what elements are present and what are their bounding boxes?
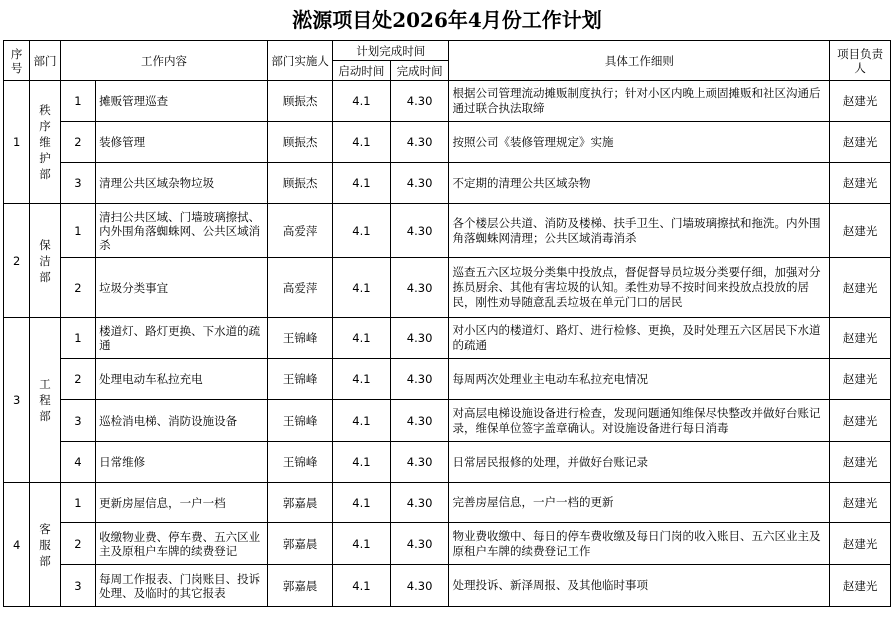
finish-time: 4.30 [390, 400, 449, 442]
work-detail: 处理投诉、新泽周报、及其他临时事项 [449, 565, 830, 607]
row-number: 1 [60, 483, 95, 523]
start-time: 4.1 [333, 122, 391, 163]
group-seq: 4 [4, 483, 30, 607]
header-seq: 序 号 [4, 41, 30, 81]
work-detail: 不定期的清理公共区域杂物 [449, 163, 830, 204]
row-number: 3 [60, 565, 95, 607]
project-manager: 赵建光 [830, 400, 891, 442]
work-detail: 每周两次处理业主电动车私拉充电情况 [449, 359, 830, 400]
table-row [4, 81, 891, 122]
table-row [4, 163, 891, 204]
finish-time: 4.30 [390, 318, 449, 359]
work-detail: 巡查五六区垃圾分类集中投放点，督促督导员垃圾分类要仔细，加强对分拣员厨余、其他有害垃圾的认知。柔性劝导不按时间来投放点投放的居民，刚性劝导随意乱丢垃圾在单元门口的居民 [449, 258, 830, 318]
project-manager: 赵建光 [830, 442, 891, 483]
table-body [4, 81, 891, 607]
row-number: 2 [60, 523, 95, 565]
project-manager: 赵建光 [830, 204, 891, 258]
start-time: 4.1 [333, 258, 391, 318]
work-detail: 根据公司管理流动摊贩制度执行；针对小区内晚上顽固摊贩和社区沟通后通过联合执法取缔 [449, 81, 830, 122]
responsible-person: 王锦峰 [268, 442, 333, 483]
finish-time: 4.30 [390, 483, 449, 523]
start-time: 4.1 [333, 163, 391, 204]
row-number: 1 [60, 318, 95, 359]
group-seq: 2 [4, 204, 30, 318]
project-manager: 赵建光 [830, 565, 891, 607]
header-person: 部门实施人 [268, 41, 333, 81]
work-detail: 完善房屋信息，一户一档的更新 [449, 483, 830, 523]
row-number: 2 [60, 258, 95, 318]
finish-time: 4.30 [390, 442, 449, 483]
table-row [4, 523, 891, 565]
row-number: 1 [60, 204, 95, 258]
table-row [4, 400, 891, 442]
responsible-person: 顾振杰 [268, 81, 333, 122]
work-plan-table [3, 40, 891, 607]
project-manager: 赵建光 [830, 523, 891, 565]
start-time: 4.1 [333, 204, 391, 258]
task-content: 楼道灯、路灯更换、下水道的疏通 [96, 318, 268, 359]
start-time: 4.1 [333, 483, 391, 523]
table-row [4, 565, 891, 607]
finish-time: 4.30 [390, 81, 449, 122]
group-seq: 1 [4, 81, 30, 204]
department-name: 工 程 部 [30, 318, 60, 483]
task-content: 摊贩管理巡查 [96, 81, 268, 122]
start-time: 4.1 [333, 400, 391, 442]
project-manager: 赵建光 [830, 122, 891, 163]
row-number: 2 [60, 359, 95, 400]
finish-time: 4.30 [390, 204, 449, 258]
header-content: 工作内容 [60, 41, 268, 81]
start-time: 4.1 [333, 565, 391, 607]
start-time: 4.1 [333, 81, 391, 122]
group-seq: 3 [4, 318, 30, 483]
header-finish: 完成时间 [390, 61, 449, 81]
responsible-person: 高爱萍 [268, 258, 333, 318]
project-manager: 赵建光 [830, 163, 891, 204]
responsible-person: 郭嘉晨 [268, 523, 333, 565]
project-manager: 赵建光 [830, 483, 891, 523]
responsible-person: 顾振杰 [268, 122, 333, 163]
task-content: 巡检消电梯、消防设施设备 [96, 400, 268, 442]
responsible-person: 王锦峰 [268, 359, 333, 400]
table-row [4, 318, 891, 359]
table-row [4, 483, 891, 523]
header-start: 启动时间 [333, 61, 391, 81]
task-content: 收缴物业费、停车费、五六区业主及原租户车牌的续费登记 [96, 523, 268, 565]
start-time: 4.1 [333, 442, 391, 483]
row-number: 3 [60, 400, 95, 442]
task-content: 日常维修 [96, 442, 268, 483]
table-row [4, 258, 891, 318]
department-name: 客 服 部 [30, 483, 60, 607]
responsible-person: 顾振杰 [268, 163, 333, 204]
page-title: 淞源项目处2026年4月份工作计划 [292, 8, 602, 32]
table-row [4, 122, 891, 163]
task-content: 清扫公共区域、门墙玻璃擦拭、内外围角落蜘蛛网、公共区域消杀 [96, 204, 268, 258]
header-dept: 部门 [30, 41, 60, 81]
finish-time: 4.30 [390, 122, 449, 163]
finish-time: 4.30 [390, 359, 449, 400]
project-manager: 赵建光 [830, 359, 891, 400]
row-number: 1 [60, 81, 95, 122]
table-row [4, 442, 891, 483]
start-time: 4.1 [333, 318, 391, 359]
responsible-person: 郭嘉晨 [268, 565, 333, 607]
finish-time: 4.30 [390, 523, 449, 565]
work-detail: 对高层电梯设施设备进行检查，发现问题通知维保尽快整改并做好台账记录，维保单位签字盖章确认。对设施设备进行每日消毒 [449, 400, 830, 442]
start-time: 4.1 [333, 359, 391, 400]
task-content: 清理公共区域杂物垃圾 [96, 163, 268, 204]
finish-time: 4.30 [390, 258, 449, 318]
project-manager: 赵建光 [830, 318, 891, 359]
task-content: 更新房屋信息，一户一档 [96, 483, 268, 523]
responsible-person: 高爱萍 [268, 204, 333, 258]
header-planned: 计划完成时间 [333, 41, 449, 61]
responsible-person: 王锦峰 [268, 318, 333, 359]
department-name: 秩 序 维 护 部 [30, 81, 60, 204]
row-number: 3 [60, 163, 95, 204]
task-content: 垃圾分类事宜 [96, 258, 268, 318]
project-manager: 赵建光 [830, 258, 891, 318]
start-time: 4.1 [333, 523, 391, 565]
task-content: 装修管理 [96, 122, 268, 163]
work-detail: 物业费收缴中、每日的停车费收缴及每日门岗的收入账目、五六区业主及原租户车牌的续费登记工作 [449, 523, 830, 565]
finish-time: 4.30 [390, 565, 449, 607]
row-number: 4 [60, 442, 95, 483]
work-detail: 各个楼层公共道、消防及楼梯、扶手卫生、门墙玻璃擦拭和拖洗。内外围角落蜘蛛网清理；公共区域消毒消杀 [449, 204, 830, 258]
department-name: 保 洁 部 [30, 204, 60, 318]
project-manager: 赵建光 [830, 81, 891, 122]
task-content: 每周工作报表、门岗账目、投诉处理、及临时的其它报表 [96, 565, 268, 607]
row-number: 2 [60, 122, 95, 163]
work-detail: 日常居民报修的处理，并做好台账记录 [449, 442, 830, 483]
finish-time: 4.30 [390, 163, 449, 204]
work-detail: 对小区内的楼道灯、路灯、进行检修、更换，及时处理五六区居民下水道的疏通 [449, 318, 830, 359]
responsible-person: 王锦峰 [268, 400, 333, 442]
work-detail: 按照公司《装修管理规定》实施 [449, 122, 830, 163]
header-detail: 具体工作细则 [449, 41, 830, 81]
table-row [4, 359, 891, 400]
table-row [4, 204, 891, 258]
responsible-person: 郭嘉晨 [268, 483, 333, 523]
header-manager: 项目负责人 [830, 41, 891, 81]
task-content: 处理电动车私拉充电 [96, 359, 268, 400]
